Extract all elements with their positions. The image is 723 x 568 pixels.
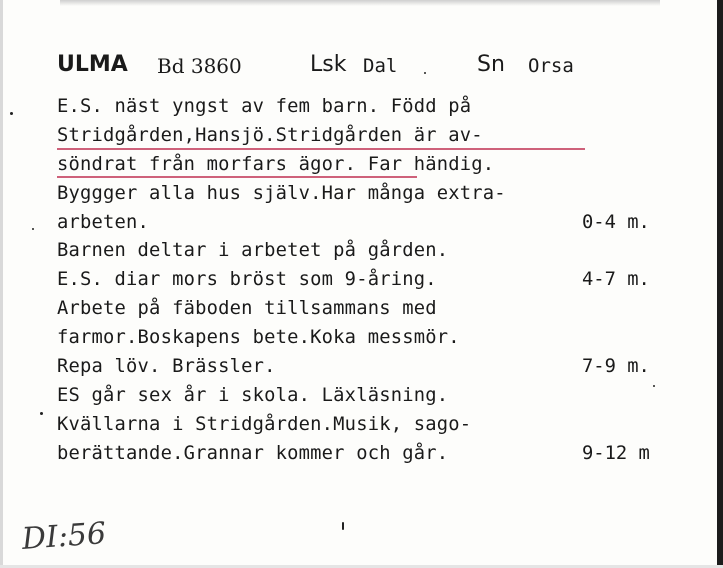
- age-range: 4-7 m.: [582, 269, 650, 291]
- text-line: Kvällarna i Stridgården.Musik, sago-: [57, 413, 472, 435]
- text-line: Arbete på fäboden tillsammans med: [57, 298, 437, 320]
- ink-speck: [40, 412, 43, 415]
- age-range: 7-9 m.: [582, 356, 650, 378]
- text-line: arbeten.: [57, 211, 150, 233]
- text-line: berättande.Grannar kommer och går.: [57, 442, 449, 464]
- age-range: 0-4 m.: [582, 211, 650, 233]
- archive-label: ULMA: [57, 52, 128, 77]
- right-edge: [717, 0, 723, 568]
- text-line: Stridgården,Hansjö.Stridgården är av-: [57, 124, 483, 146]
- sn-label: Sn: [477, 52, 505, 77]
- ink-speck: [653, 385, 655, 387]
- age-range: 9-12 m: [582, 442, 650, 464]
- ink-speck: [424, 72, 426, 74]
- handwritten-archive-mark: DI:56: [20, 516, 108, 557]
- text-line: E.S. diar mors bröst som 9-åring.: [57, 269, 437, 291]
- sn-value: Orsa: [528, 55, 574, 77]
- ink-speck: [10, 112, 13, 115]
- text-line: E.S. näst yngst av fem barn. Född på: [57, 96, 472, 117]
- text-line: ES går sex år i skola. Läxläsning.: [57, 384, 449, 406]
- bd-value: Bd 3860: [157, 54, 242, 78]
- top-strip: [60, 0, 660, 6]
- text-line: Barnen deltar i arbetet på gården.: [57, 240, 449, 262]
- highlight-underline: [57, 148, 585, 150]
- lsk-label: Lsk: [310, 52, 347, 77]
- text-line: Byggger alla hus själv.Har många extra-: [57, 182, 506, 204]
- lsk-value: Dal: [363, 55, 398, 77]
- ink-speck: [32, 228, 34, 230]
- left-edge: [0, 0, 3, 568]
- text-line: Repa löv. Brässler.: [57, 356, 276, 378]
- text-line: söndrat från morfars ägor. Far händig.: [57, 153, 495, 175]
- card-header: [57, 52, 677, 86]
- text-line: farmor.Boskapens bete.Koka messmör.: [57, 327, 460, 349]
- highlight-underline: [57, 176, 417, 178]
- ink-speck: [342, 522, 344, 530]
